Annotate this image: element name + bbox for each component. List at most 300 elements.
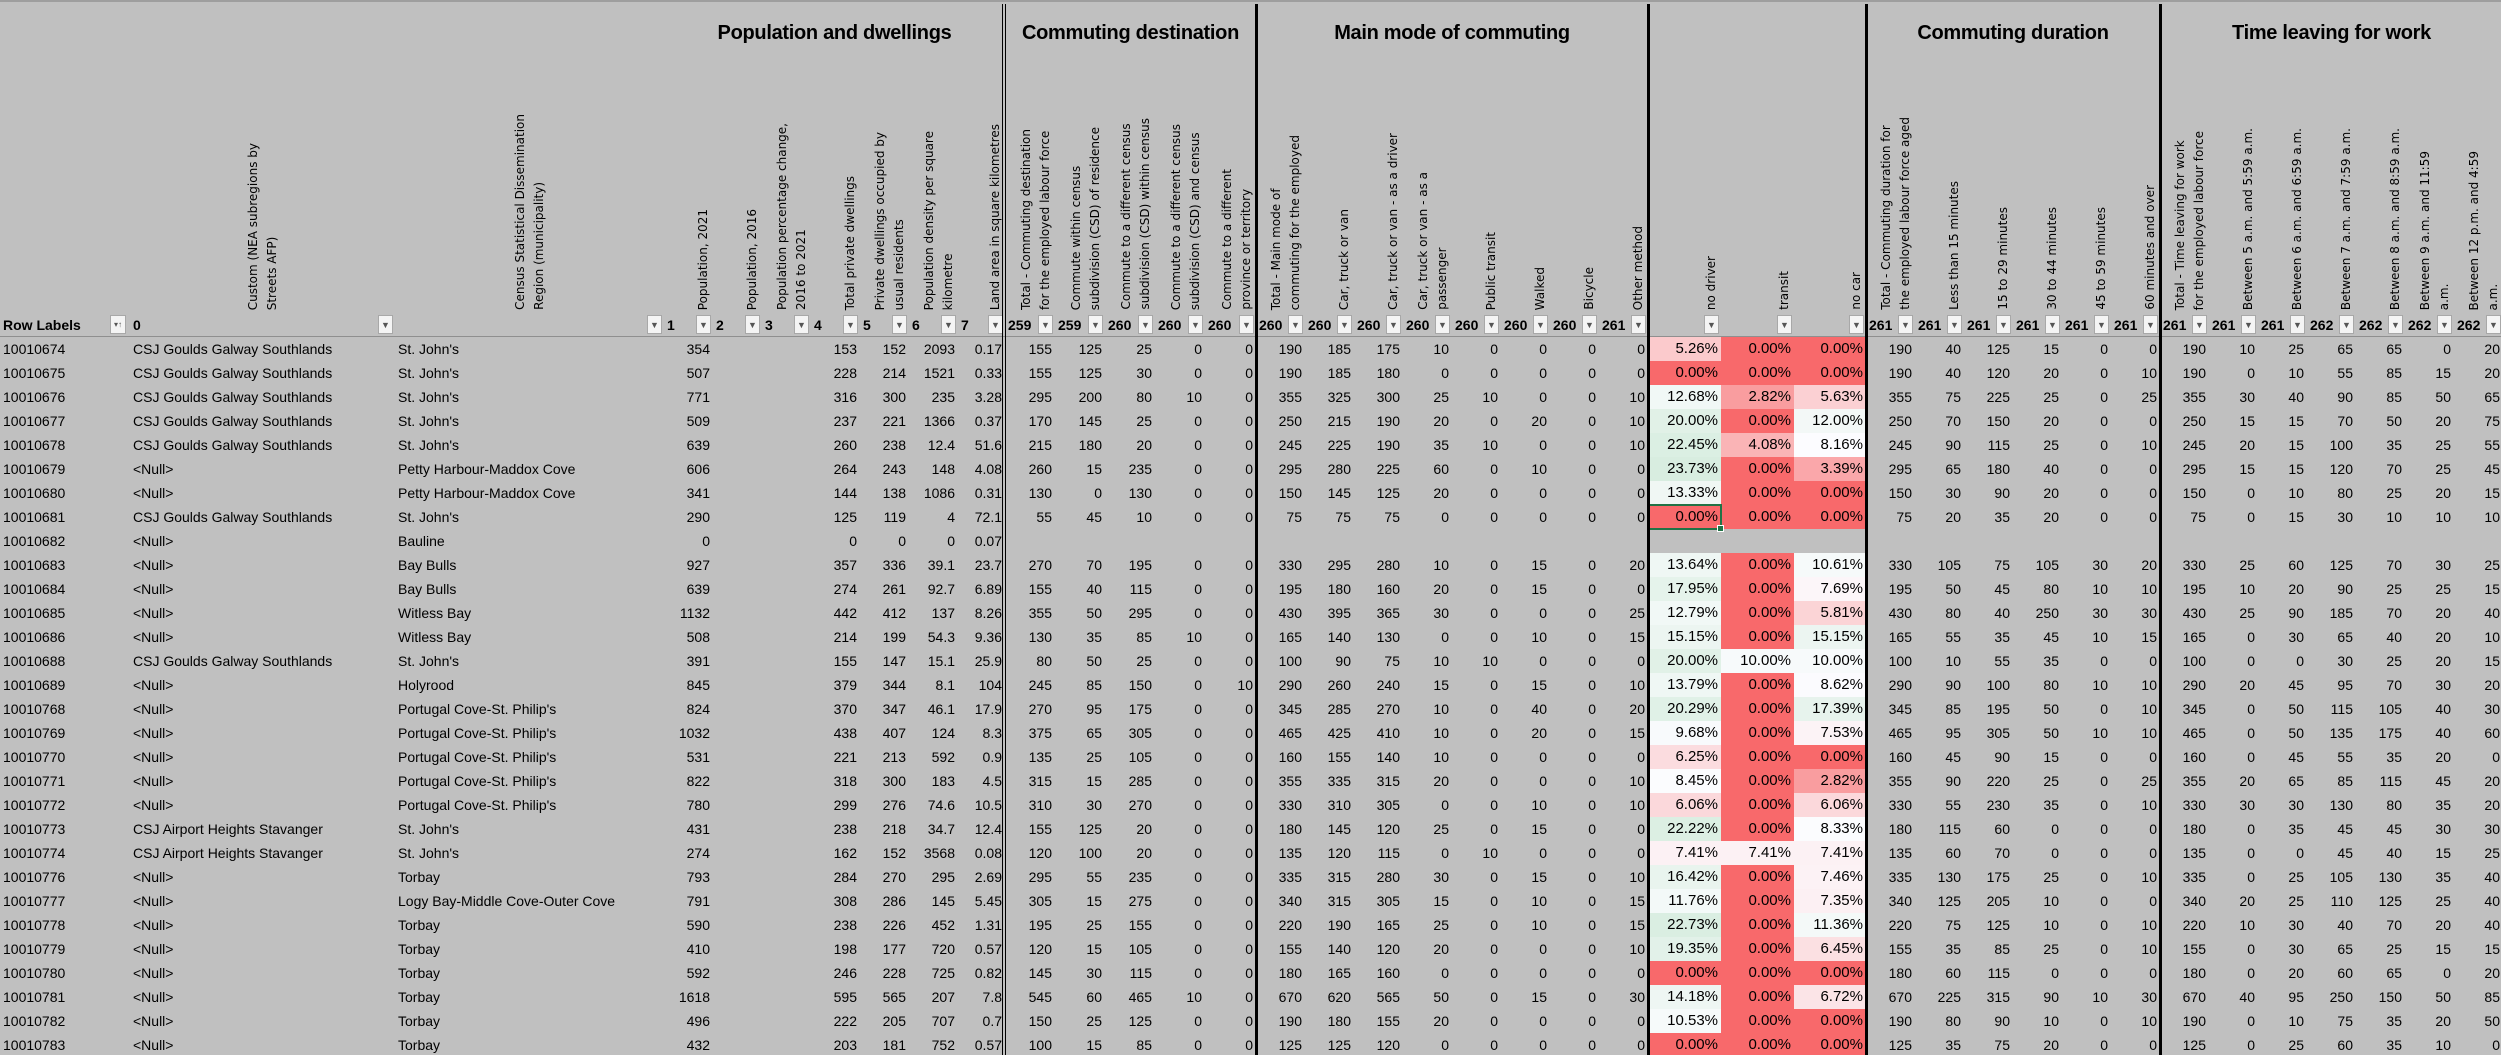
- data-cell[interactable]: 225: [1986, 389, 2010, 405]
- data-cell[interactable]: 0: [1490, 725, 1498, 741]
- percent-cell[interactable]: 7.41%: [1721, 841, 1794, 865]
- data-cell[interactable]: 20: [2239, 437, 2255, 453]
- data-cell[interactable]: 155: [1128, 917, 1152, 933]
- data-cell[interactable]: 155: [1028, 365, 1052, 381]
- percent-cell[interactable]: 10.00%: [1794, 649, 1866, 673]
- data-cell[interactable]: 0: [1588, 701, 1596, 717]
- data-cell[interactable]: 10: [1186, 989, 1202, 1005]
- data-cell[interactable]: 6.89: [974, 581, 1002, 597]
- data-cell[interactable]: 34.7: [927, 821, 955, 837]
- data-cell[interactable]: 10: [2239, 341, 2255, 357]
- data-cell[interactable]: 0: [1441, 797, 1449, 813]
- data-cell[interactable]: 30: [2239, 797, 2255, 813]
- data-cell[interactable]: 0: [1490, 1037, 1498, 1053]
- data-cell[interactable]: 25: [1086, 917, 1102, 933]
- data-cell[interactable]: 20: [2288, 581, 2304, 597]
- data-cell[interactable]: 220: [1888, 917, 1912, 933]
- data-cell[interactable]: 10: [1945, 653, 1961, 669]
- data-cell[interactable]: 0: [1588, 821, 1596, 837]
- data-cell[interactable]: 125: [1986, 917, 2010, 933]
- data-cell[interactable]: 0: [1539, 365, 1547, 381]
- data-cell[interactable]: [762, 865, 811, 889]
- data-cell[interactable]: 20: [1136, 437, 1152, 453]
- filter-dropdown-icon[interactable]: ▼: [1898, 315, 1913, 334]
- data-cell[interactable]: 0: [1490, 509, 1498, 525]
- data-cell[interactable]: <Null>: [133, 965, 174, 981]
- data-cell[interactable]: 357: [833, 557, 857, 573]
- data-cell[interactable]: 0: [1245, 821, 1253, 837]
- data-cell[interactable]: 90: [1945, 773, 1961, 789]
- data-cell[interactable]: 15: [1531, 821, 1547, 837]
- data-cell[interactable]: Bay Bulls: [398, 557, 457, 573]
- percent-cell[interactable]: 15.15%: [1648, 625, 1721, 649]
- data-cell[interactable]: [762, 649, 811, 673]
- data-cell[interactable]: 0: [1245, 773, 1253, 789]
- data-cell[interactable]: 290: [686, 509, 710, 525]
- row-label[interactable]: 10010682: [3, 533, 66, 549]
- data-cell[interactable]: 225: [1327, 437, 1351, 453]
- data-cell[interactable]: Portugal Cove-St. Philip's: [398, 773, 557, 789]
- data-cell[interactable]: 0: [1245, 341, 1253, 357]
- data-cell[interactable]: 160: [1278, 749, 1302, 765]
- data-cell[interactable]: 25: [2435, 461, 2451, 477]
- data-cell[interactable]: 20: [2239, 893, 2255, 909]
- data-cell[interactable]: 0: [2247, 653, 2255, 669]
- data-cell[interactable]: 125: [1986, 341, 2010, 357]
- data-cell[interactable]: 4: [947, 509, 955, 525]
- data-cell[interactable]: [1105, 529, 1155, 553]
- percent-cell[interactable]: 7.41%: [1648, 841, 1721, 865]
- data-cell[interactable]: 12.4: [927, 437, 955, 453]
- data-cell[interactable]: 509: [686, 413, 710, 429]
- data-cell[interactable]: 355: [1888, 773, 1912, 789]
- data-cell[interactable]: 270: [1128, 797, 1152, 813]
- percent-cell[interactable]: 8.62%: [1794, 673, 1866, 697]
- data-cell[interactable]: 0: [1637, 341, 1645, 357]
- data-cell[interactable]: Witless Bay: [398, 629, 472, 645]
- data-cell[interactable]: 395: [1327, 605, 1351, 621]
- data-cell[interactable]: 0: [1194, 581, 1202, 597]
- data-cell[interactable]: 10: [2288, 1013, 2304, 1029]
- data-cell[interactable]: 25: [2043, 773, 2059, 789]
- data-cell[interactable]: [713, 817, 762, 841]
- data-cell[interactable]: 190: [2182, 365, 2206, 381]
- data-cell[interactable]: 165: [1327, 965, 1351, 981]
- data-cell[interactable]: 245: [1888, 437, 1912, 453]
- data-cell[interactable]: 120: [1028, 845, 1052, 861]
- data-cell[interactable]: 845: [686, 677, 710, 693]
- data-cell[interactable]: 60: [1086, 989, 1102, 1005]
- filter-dropdown-icon[interactable]: ▼: [1947, 315, 1962, 334]
- data-cell[interactable]: [762, 433, 811, 457]
- data-cell[interactable]: 0: [1490, 1013, 1498, 1029]
- data-cell[interactable]: [762, 817, 811, 841]
- data-cell[interactable]: 30: [1433, 605, 1449, 621]
- data-cell[interactable]: 120: [1028, 941, 1052, 957]
- data-cell[interactable]: 60: [1994, 821, 2010, 837]
- row-label[interactable]: 10010777: [3, 893, 66, 909]
- data-cell[interactable]: 245: [1028, 677, 1052, 693]
- data-cell[interactable]: 25: [2435, 893, 2451, 909]
- data-cell[interactable]: 0.07: [974, 533, 1002, 549]
- data-cell[interactable]: 40: [2043, 461, 2059, 477]
- data-cell[interactable]: 0: [1588, 965, 1596, 981]
- data-cell[interactable]: 0: [1194, 677, 1202, 693]
- data-cell[interactable]: Bay Bulls: [398, 581, 457, 597]
- data-cell[interactable]: 80: [1136, 389, 1152, 405]
- data-cell[interactable]: 70: [2337, 413, 2353, 429]
- data-cell[interactable]: 0: [2149, 413, 2157, 429]
- data-cell[interactable]: 30: [2435, 557, 2451, 573]
- data-cell[interactable]: [713, 1009, 762, 1033]
- data-cell[interactable]: [713, 697, 762, 721]
- filter-dropdown-icon[interactable]: ▼: [2437, 315, 2452, 334]
- data-cell[interactable]: 20: [2435, 605, 2451, 621]
- row-label[interactable]: 10010774: [3, 845, 66, 861]
- data-cell[interactable]: 0: [1588, 629, 1596, 645]
- data-cell[interactable]: [713, 961, 762, 985]
- data-cell[interactable]: [2307, 529, 2356, 553]
- data-cell[interactable]: 45: [1086, 509, 1102, 525]
- data-cell[interactable]: 165: [1888, 629, 1912, 645]
- data-cell[interactable]: 340: [1278, 893, 1302, 909]
- data-cell[interactable]: 25: [2435, 581, 2451, 597]
- data-cell[interactable]: [762, 961, 811, 985]
- data-cell[interactable]: 347: [882, 701, 906, 717]
- data-cell[interactable]: 181: [882, 1037, 906, 1053]
- data-cell[interactable]: 15: [2239, 413, 2255, 429]
- data-cell[interactable]: 0.9: [982, 749, 1002, 765]
- filter-dropdown-icon[interactable]: ▼: [892, 315, 907, 334]
- percent-cell[interactable]: 19.35%: [1648, 937, 1721, 961]
- data-cell[interactable]: 330: [2182, 797, 2206, 813]
- data-cell[interactable]: 90: [1994, 1013, 2010, 1029]
- data-cell[interactable]: St. John's: [398, 845, 460, 861]
- data-cell[interactable]: 20: [2043, 485, 2059, 501]
- percent-cell[interactable]: 20.00%: [1648, 649, 1721, 673]
- percent-cell[interactable]: 3.39%: [1794, 457, 1866, 481]
- data-cell[interactable]: 10: [2141, 437, 2157, 453]
- data-cell[interactable]: 345: [2182, 701, 2206, 717]
- data-cell[interactable]: 0: [2100, 869, 2108, 885]
- percent-cell[interactable]: 6.72%: [1794, 985, 1866, 1009]
- data-cell[interactable]: 218: [882, 821, 906, 837]
- data-cell[interactable]: 0: [947, 533, 955, 549]
- filter-dropdown-icon[interactable]: ▼: [1435, 315, 1450, 334]
- data-cell[interactable]: 438: [833, 725, 857, 741]
- data-cell[interactable]: 162: [833, 845, 857, 861]
- data-cell[interactable]: [713, 865, 762, 889]
- data-cell[interactable]: 25: [2386, 653, 2402, 669]
- data-cell[interactable]: 195: [1888, 581, 1912, 597]
- data-cell[interactable]: 65: [2337, 341, 2353, 357]
- data-cell[interactable]: 0: [1245, 485, 1253, 501]
- data-cell[interactable]: 10: [2288, 485, 2304, 501]
- data-cell[interactable]: 10: [1433, 725, 1449, 741]
- data-cell[interactable]: 0: [1637, 749, 1645, 765]
- data-cell[interactable]: 214: [833, 629, 857, 645]
- data-cell[interactable]: 25: [2288, 1037, 2304, 1053]
- data-cell[interactable]: 379: [833, 677, 857, 693]
- data-cell[interactable]: 412: [882, 605, 906, 621]
- data-cell[interactable]: [713, 409, 762, 433]
- data-cell[interactable]: 40: [1531, 701, 1547, 717]
- data-cell[interactable]: 10: [2141, 701, 2157, 717]
- data-cell[interactable]: 40: [2484, 869, 2500, 885]
- data-cell[interactable]: 15: [1086, 893, 1102, 909]
- data-cell[interactable]: 50: [2484, 1013, 2500, 1029]
- data-cell[interactable]: 115: [1938, 821, 1961, 837]
- data-cell[interactable]: 25: [2043, 437, 2059, 453]
- data-cell[interactable]: 165: [1278, 629, 1302, 645]
- data-cell[interactable]: 90: [2288, 605, 2304, 621]
- data-cell[interactable]: 0: [1490, 941, 1498, 957]
- percent-cell[interactable]: 0.00%: [1794, 505, 1866, 529]
- filter-dropdown-icon[interactable]: ▼: [1188, 315, 1203, 334]
- filter-dropdown-icon[interactable]: ▼: [1288, 315, 1303, 334]
- percent-cell[interactable]: 0.00%: [1721, 409, 1794, 433]
- data-cell[interactable]: 355: [1028, 605, 1052, 621]
- data-cell[interactable]: 140: [1327, 941, 1351, 957]
- data-cell[interactable]: 25: [2484, 845, 2500, 861]
- data-cell[interactable]: 50: [2288, 701, 2304, 717]
- data-cell[interactable]: 274: [833, 581, 857, 597]
- data-cell[interactable]: St. John's: [398, 341, 460, 357]
- data-cell[interactable]: 0: [1245, 845, 1253, 861]
- data-cell[interactable]: 135: [1888, 845, 1912, 861]
- data-cell[interactable]: 0: [1194, 701, 1202, 717]
- data-cell[interactable]: Portugal Cove-St. Philip's: [398, 701, 557, 717]
- data-cell[interactable]: 4.08: [974, 461, 1002, 477]
- data-cell[interactable]: 120: [1376, 1037, 1400, 1053]
- data-cell[interactable]: 25: [2288, 341, 2304, 357]
- data-cell[interactable]: 203: [833, 1037, 857, 1053]
- data-cell[interactable]: 180: [1327, 1013, 1351, 1029]
- data-cell[interactable]: 25: [2386, 485, 2402, 501]
- percent-cell[interactable]: 0.00%: [1721, 625, 1794, 649]
- data-cell[interactable]: 0: [1588, 893, 1596, 909]
- data-cell[interactable]: <Null>: [133, 989, 174, 1005]
- filter-dropdown-icon[interactable]: ▼: [1239, 315, 1254, 334]
- data-cell[interactable]: 180: [2182, 965, 2206, 981]
- data-cell[interactable]: 75: [2190, 509, 2206, 525]
- data-cell[interactable]: 10: [1482, 437, 1498, 453]
- data-cell[interactable]: 0.57: [974, 941, 1002, 957]
- data-cell[interactable]: 0.31: [974, 485, 1002, 501]
- data-cell[interactable]: Torbay: [398, 917, 441, 933]
- data-cell[interactable]: 15: [1086, 941, 1102, 957]
- data-cell[interactable]: [1055, 529, 1105, 553]
- data-cell[interactable]: 150: [1128, 677, 1152, 693]
- data-cell[interactable]: 670: [1278, 989, 1302, 1005]
- data-cell[interactable]: 295: [2182, 461, 2206, 477]
- data-cell[interactable]: 50: [2043, 701, 2059, 717]
- data-cell[interactable]: 1521: [923, 365, 955, 381]
- data-cell[interactable]: 299: [833, 797, 857, 813]
- data-cell[interactable]: 20: [2435, 413, 2451, 429]
- data-cell[interactable]: 35: [2386, 1013, 2402, 1029]
- data-cell[interactable]: [713, 985, 762, 1009]
- data-cell[interactable]: [1501, 529, 1550, 553]
- data-cell[interactable]: 0: [1588, 845, 1596, 861]
- data-cell[interactable]: <Null>: [133, 485, 174, 501]
- data-cell[interactable]: 125: [1376, 485, 1400, 501]
- filter-dropdown-icon[interactable]: ▼: [745, 315, 760, 334]
- data-cell[interactable]: <Null>: [133, 797, 174, 813]
- data-cell[interactable]: [713, 937, 762, 961]
- percent-cell[interactable]: 20.00%: [1648, 409, 1721, 433]
- data-cell[interactable]: 410: [1376, 725, 1400, 741]
- data-cell[interactable]: [713, 721, 762, 745]
- data-cell[interactable]: 0: [1441, 1037, 1449, 1053]
- percent-cell[interactable]: 5.26%: [1648, 337, 1721, 361]
- row-label[interactable]: 10010768: [3, 701, 66, 717]
- data-cell[interactable]: 30: [2337, 653, 2353, 669]
- row-label[interactable]: 10010677: [3, 413, 66, 429]
- data-cell[interactable]: 0: [2296, 653, 2304, 669]
- data-cell[interactable]: 75: [1384, 509, 1400, 525]
- data-cell[interactable]: 180: [1327, 581, 1351, 597]
- data-cell[interactable]: 315: [1327, 893, 1351, 909]
- data-cell[interactable]: [713, 529, 762, 553]
- data-cell[interactable]: 15: [2141, 629, 2157, 645]
- data-cell[interactable]: 8.1: [935, 677, 955, 693]
- data-cell[interactable]: 152: [882, 845, 906, 861]
- data-cell[interactable]: [713, 625, 762, 649]
- data-cell[interactable]: 55: [2337, 749, 2353, 765]
- data-cell[interactable]: <Null>: [133, 701, 174, 717]
- data-cell[interactable]: 639: [686, 437, 710, 453]
- data-cell[interactable]: 15: [2288, 437, 2304, 453]
- data-cell[interactable]: 25: [1136, 341, 1152, 357]
- data-cell[interactable]: 0: [1637, 461, 1645, 477]
- data-cell[interactable]: 0: [1194, 821, 1202, 837]
- data-cell[interactable]: 264: [833, 461, 857, 477]
- data-cell[interactable]: 85: [2386, 365, 2402, 381]
- data-cell[interactable]: 0: [1245, 653, 1253, 669]
- data-cell[interactable]: 80: [1036, 653, 1052, 669]
- row-label[interactable]: 10010680: [3, 485, 66, 501]
- data-cell[interactable]: CSJ Goulds Galway Southlands: [133, 437, 333, 453]
- data-cell[interactable]: 592: [686, 965, 710, 981]
- data-cell[interactable]: 45: [2043, 629, 2059, 645]
- data-cell[interactable]: Logy Bay-Middle Cove-Outer Cove: [398, 893, 616, 909]
- data-cell[interactable]: [1205, 529, 1256, 553]
- data-cell[interactable]: 160: [1376, 581, 1400, 597]
- data-cell[interactable]: 0: [2100, 749, 2108, 765]
- data-cell[interactable]: 135: [2182, 845, 2206, 861]
- data-cell[interactable]: 707: [931, 1013, 955, 1029]
- filter-dropdown-icon[interactable]: ▼: [1088, 315, 1103, 334]
- data-cell[interactable]: 225: [1937, 989, 1961, 1005]
- data-cell[interactable]: 344: [882, 677, 906, 693]
- data-cell[interactable]: 0: [1194, 965, 1202, 981]
- data-cell[interactable]: [713, 481, 762, 505]
- data-cell[interactable]: 0: [1588, 509, 1596, 525]
- data-cell[interactable]: 60: [2288, 557, 2304, 573]
- data-cell[interactable]: 45: [1945, 749, 1961, 765]
- data-cell[interactable]: 15: [2043, 749, 2059, 765]
- data-cell[interactable]: 305: [1986, 725, 2010, 741]
- data-cell[interactable]: 355: [1888, 389, 1912, 405]
- data-cell[interactable]: Torbay: [398, 941, 441, 957]
- percent-cell[interactable]: [1721, 529, 1794, 553]
- data-cell[interactable]: 15: [1629, 725, 1645, 741]
- data-cell[interactable]: 12.4: [974, 821, 1002, 837]
- data-cell[interactable]: 75: [1945, 917, 1961, 933]
- data-cell[interactable]: 0: [2100, 485, 2108, 501]
- data-cell[interactable]: 0: [1539, 845, 1547, 861]
- data-cell[interactable]: Portugal Cove-St. Philip's: [398, 797, 557, 813]
- data-cell[interactable]: 207: [931, 989, 955, 1005]
- data-cell[interactable]: 10: [2043, 917, 2059, 933]
- data-cell[interactable]: 0.17: [974, 341, 1002, 357]
- data-cell[interactable]: 10: [1433, 341, 1449, 357]
- data-cell[interactable]: 0: [702, 533, 710, 549]
- data-cell[interactable]: 125: [833, 509, 857, 525]
- data-cell[interactable]: 0: [1588, 797, 1596, 813]
- data-cell[interactable]: 155: [1028, 581, 1052, 597]
- data-cell[interactable]: 725: [931, 965, 955, 981]
- percent-cell[interactable]: 6.25%: [1648, 745, 1721, 769]
- data-cell[interactable]: 25: [1086, 749, 1102, 765]
- data-cell[interactable]: CSJ Goulds Galway Southlands: [133, 413, 333, 429]
- data-cell[interactable]: 286: [882, 893, 906, 909]
- data-cell[interactable]: 130: [2329, 797, 2353, 813]
- data-cell[interactable]: 10: [2141, 365, 2157, 381]
- data-cell[interactable]: 0: [2247, 701, 2255, 717]
- row-label[interactable]: 10010674: [3, 341, 66, 357]
- data-cell[interactable]: 336: [882, 557, 906, 573]
- data-cell[interactable]: 0: [1245, 557, 1253, 573]
- data-cell[interactable]: Portugal Cove-St. Philip's: [398, 749, 557, 765]
- data-cell[interactable]: 35: [2435, 869, 2451, 885]
- data-cell[interactable]: 280: [1376, 557, 1400, 573]
- data-cell[interactable]: 140: [1376, 749, 1400, 765]
- row-label[interactable]: 10010688: [3, 653, 66, 669]
- percent-cell[interactable]: 0.00%: [1794, 745, 1866, 769]
- data-cell[interactable]: 0: [2149, 893, 2157, 909]
- data-cell[interactable]: 0: [1194, 485, 1202, 501]
- data-cell[interactable]: 125: [1128, 1013, 1152, 1029]
- data-cell[interactable]: 30: [2092, 557, 2108, 573]
- data-cell[interactable]: 135: [2329, 725, 2353, 741]
- data-cell[interactable]: 40: [1945, 365, 1961, 381]
- filter-dropdown-icon[interactable]: ▼: [794, 315, 809, 334]
- data-cell[interactable]: [2454, 529, 2501, 553]
- data-cell[interactable]: 0: [2100, 893, 2108, 909]
- data-cell[interactable]: [762, 625, 811, 649]
- percent-cell[interactable]: 7.35%: [1794, 889, 1866, 913]
- data-cell[interactable]: [762, 913, 811, 937]
- data-cell[interactable]: 45: [2288, 677, 2304, 693]
- data-cell[interactable]: 0: [2492, 749, 2500, 765]
- data-cell[interactable]: 0: [1194, 413, 1202, 429]
- data-cell[interactable]: [1005, 529, 1055, 553]
- data-cell[interactable]: 0: [1194, 605, 1202, 621]
- data-cell[interactable]: 0: [1245, 869, 1253, 885]
- data-cell[interactable]: 2.69: [974, 869, 1002, 885]
- data-cell[interactable]: 10: [2435, 509, 2451, 525]
- data-cell[interactable]: <Null>: [133, 1013, 174, 1029]
- data-cell[interactable]: 0: [1637, 581, 1645, 597]
- row-label[interactable]: 10010683: [3, 557, 66, 573]
- data-cell[interactable]: 45: [2288, 749, 2304, 765]
- data-cell[interactable]: 0: [1490, 701, 1498, 717]
- data-cell[interactable]: 75: [1994, 557, 2010, 573]
- data-cell[interactable]: [762, 481, 811, 505]
- data-cell[interactable]: 180: [1888, 821, 1912, 837]
